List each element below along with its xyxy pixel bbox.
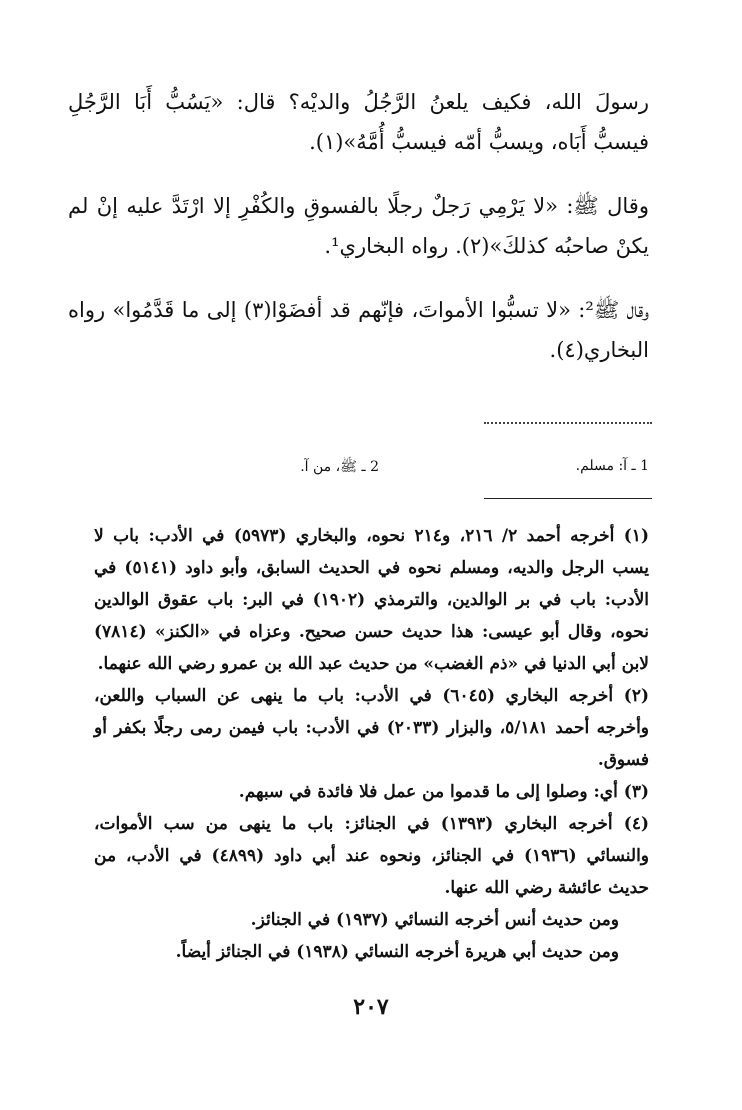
footnotes	[94, 520, 649, 968]
variant-notes	[96, 458, 649, 484]
paragraph-2: وقال ﷺ: «لا يَرْمِي رَجلٌ رجلًا بالفسوقِ والكُفْرِ إلا ارْتَدَّ عليه إنْ لم يكنْ صاحبُه كذلكَ»(٢). رواه البخاري¹.	[68, 194, 649, 258]
footnote-4-extra-2: ومن حديث أبي هريرة أخرجه النسائي (١٩٣٨) في الجنائز أيضاً.	[175, 942, 619, 962]
footnote-1: (١) أخرجه أحمد ٢/ ٢١٦، و٢١٤ نحوه، والبخاري (٥٩٧٣) في الأدب: باب لا يسب الرجل والديه، ومسلم نحوه في الحديث السابق، وأبو داود (٥١٤١) في الأدب: باب في بر الوالدين، والترمذي (١٩٠٢) في البر: باب عقوق الوالدين نحوه، وقال أبو عيسى: هذا حديث حسن صحيح. وعزاه في «الكنز» (٧٨١٤) لابن أبي الدنيا في «ذم الغضب» من حديث عبد الله بن عمرو رضي الله عنهما.	[94, 526, 649, 674]
variant-note-1: 1 ـ آ: مسلم.	[575, 458, 649, 474]
dotted-separator	[484, 422, 652, 424]
paragraph-3: وقال ﷺ²: «لا تسبُّوا الأمواتَ، فإنّهم قد أفضَوْا(٣) إلى ما قَدَّمُوا» رواه البخاري(٤).	[68, 298, 649, 362]
footnote-4-extra-1: ومن حديث أنس أخرجه النسائي (١٩٣٧) في الجنائز.	[250, 910, 619, 930]
footnote-2: (٢) أخرجه البخاري (٦٠٤٥) في الأدب: باب ما ينهى عن السباب واللعن، وأخرجه أحمد ٥/١٨١، والبزار (٢٠٣٣) في الأدب: باب فيمن رمى رجلًا بكفر أو فسوق.	[94, 686, 650, 770]
footnote-rule	[484, 498, 652, 499]
variant-note-2: 2 ـ ﷺ، من آ.	[300, 459, 379, 475]
main-text	[68, 82, 649, 394]
paragraph-1: رسولَ الله، فكيف يلعنُ الرَّجُلُ والديْه؟ قال: «يَسُبُّ أَبَا الرَّجُلِ فيسبُّ أَبَاه، ويسبُّ أمّه فيسبُّ أُمَّهُ»(١).	[68, 90, 649, 154]
footnote-3: (٣) أي: وصلوا إلى ما قدموا من عمل فلا فائدة في سبهم.	[238, 782, 649, 802]
footnote-4: (٤) أخرجه البخاري (١٣٩٣) في الجنائز: باب ما ينهى من سب الأموات، والنسائي (١٩٣٦) في الجنائز، ونحوه عند أبي داود (٤٨٩٩) في الأدب، من حديث عائشة رضي الله عنها.	[94, 814, 650, 898]
page-number: ٢٠٧	[353, 994, 389, 1020]
